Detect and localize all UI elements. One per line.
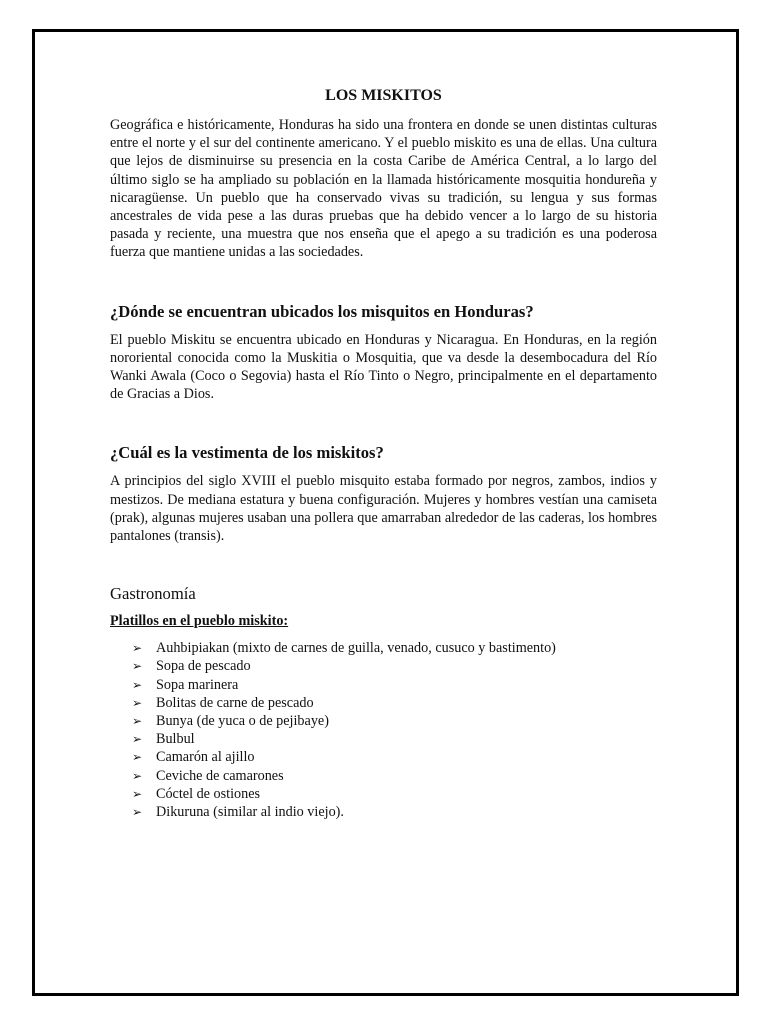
document-title: LOS MISKITOS — [325, 87, 442, 104]
list-item — [132, 803, 657, 821]
arrowhead-bullet-icon: ➢ — [132, 641, 143, 656]
dish-label: Bulbul — [156, 731, 195, 748]
arrowhead-bullet-icon: ➢ — [132, 714, 143, 729]
intro-paragraph: Geográfica e históricamente, Honduras ha sido una frontera en donde se unen distintas culturas entre el norte y el sur del continente americano. Y el pueblo miskito es una de ellas. Una cultura que lejos de disminuirse su presencia en la costa Caribe de América Central, a lo largo del último siglo se ha ampliado su población en la llamada históricamente mosquitia hondureña y nicaragüense. Un pueblo que ha conservado vivas su tradición, su lengua y sus formas ancestrales de vida pese a las duras pruebas que ha debido vencer a lo largo de su historia pasada y reciente, una muestra que nos enseña que el apego a su tradición es una poderosa fuerza que mantiene unidas a las sociedades. — [110, 117, 657, 261]
list-item — [132, 748, 657, 766]
dish-label: Sopa marinera — [156, 676, 239, 693]
arrowhead-bullet-icon: ➢ — [132, 786, 143, 801]
arrowhead-bullet-icon: ➢ — [132, 677, 143, 692]
location-heading: ¿Dónde se encuentran ubicados los misquitos en Honduras? — [110, 301, 534, 321]
list-item — [132, 785, 657, 803]
gastronomy-heading: Gastronomía — [110, 584, 196, 604]
list-item — [132, 730, 657, 748]
document-body — [110, 86, 657, 821]
dish-label: Dikuruna (similar al indio viejo). — [156, 804, 344, 821]
arrowhead-bullet-icon: ➢ — [132, 695, 143, 710]
dish-label: Sopa de pescado — [156, 658, 251, 675]
clothing-heading: ¿Cuál es la vestimenta de los miskitos? — [110, 443, 384, 463]
dish-label: Ceviche de camarones — [156, 767, 284, 784]
dish-label: Bunya (de yuca o de pejibaye) — [156, 713, 329, 730]
list-item — [132, 767, 657, 785]
list-item — [132, 657, 657, 675]
list-item — [132, 676, 657, 694]
arrowhead-bullet-icon: ➢ — [132, 805, 143, 820]
dish-label: Bolitas de carne de pescado — [156, 694, 314, 711]
dish-label: Camarón al ajillo — [156, 749, 255, 766]
list-item — [132, 639, 657, 657]
dish-label: Auhbipiakan (mixto de carnes de guilla, venado, cusuco y bastimento) — [156, 640, 556, 657]
location-paragraph: El pueblo Miskitu se encuentra ubicado en Honduras y Nicaragua. En Honduras, en la región nororiental conocida como la Muskitia o Mosquitia, que va desde la desembocadura del Río Wanki Awala (Coco o Segovia) hasta el Río Tinto o Negro, principalmente en el departamento de Gracias a Dios. — [110, 331, 657, 403]
dish-label: Cóctel de ostiones — [156, 785, 261, 802]
clothing-paragraph: A principios del siglo XVIII el pueblo misquito estaba formado por negros, zambos, indios y mestizos. De mediana estatura y buena configuración. Mujeres y hombres vestían una camiseta (prak), algunas mujeres usaban una pollera que amarraban alrededor de las caderas, los hombres pantalones (transis). — [110, 473, 657, 545]
arrowhead-bullet-icon: ➢ — [132, 768, 143, 783]
list-item — [132, 694, 657, 712]
arrowhead-bullet-icon: ➢ — [132, 750, 143, 765]
list-item — [132, 712, 657, 730]
dishes-subheading: Platillos en el pueblo miskito: — [110, 613, 289, 630]
dishes-list — [110, 639, 657, 821]
arrowhead-bullet-icon: ➢ — [132, 732, 143, 747]
arrowhead-bullet-icon: ➢ — [132, 659, 143, 674]
